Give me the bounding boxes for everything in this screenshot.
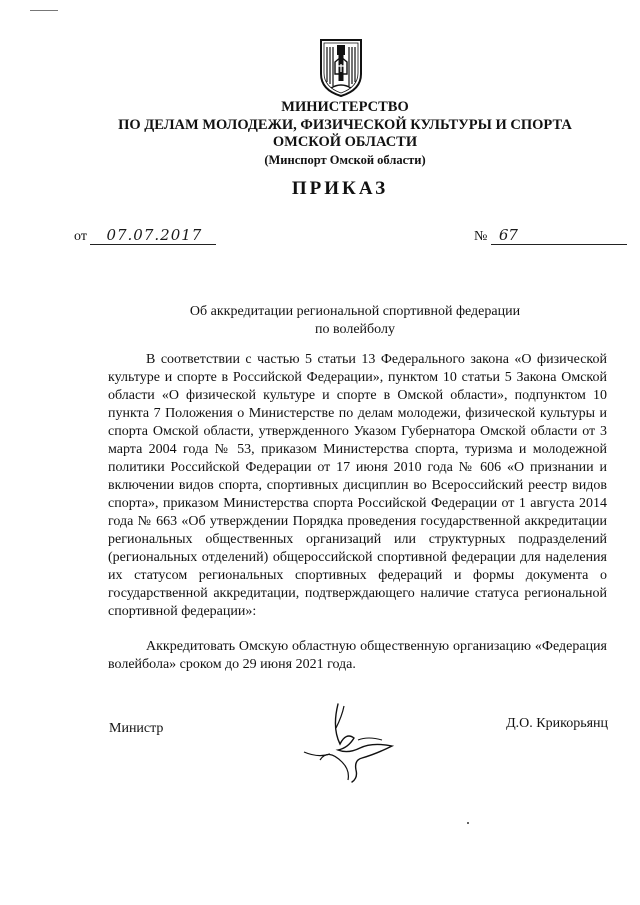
- ministry-abbreviation: (Минспорт Омской области): [264, 152, 426, 167]
- coat-of-arms-icon: [317, 38, 365, 98]
- order-subject: [170, 303, 540, 339]
- body-paragraph-decision: Аккредитовать Омскую областную общественную организацию «Федерация волейбола» сроком до 29 июня 2021 года.: [108, 639, 607, 672]
- ministry-header: [100, 99, 590, 169]
- order-body: [108, 351, 607, 674]
- subject-line-1: Об аккредитации региональной спортивной федерации: [189, 304, 521, 319]
- date-value: 07.07.2017: [90, 226, 216, 245]
- scan-mark: [30, 10, 58, 11]
- scan-speck: [467, 822, 469, 824]
- subject-line-2: по волейболу: [315, 322, 395, 337]
- signer-name: Д.О. Крикорьянц: [506, 716, 608, 731]
- date-label: от: [74, 229, 87, 244]
- signature-image: [298, 698, 398, 784]
- date-row: [74, 226, 216, 245]
- ministry-line-1: МИНИСТЕРСТВО: [281, 99, 409, 115]
- body-paragraph-basis: В соответствии с частью 5 статьи 13 Федерального закона «О физической культуре и спорте в Российской Федерации», пунктом 10 статьи 5 Закона Омской области «О физической культуре и спорте в Омской области», подпунктом 10 пункта 7 Положения о Министерстве по делам молодежи, физической культуры и спорта Омской области, утвержденного Указом Губернатора Омской области от 3 марта 2004 года № 53, приказом Министерства спорта, туризма и молодежной политики Российской Федерации от 17 июня 2010 года № 606 «О признании и включении видов спорта, спортивных дисциплин во Всероссийский реестр видов спорта», приказом Министерства спорта Российской Федерации от 1 августа 2014 года № 663 «Об утверждении Порядка проведения государственной аккредитации региональных общественных организаций или структурных подразделений (региональных отделений) общероссийской спортивной федерации для наделения их статусом региональных спортивных федераций и формы документа о государственной аккредитации, подтверждающего наличие статуса региональной спортивной федерации»:: [108, 352, 607, 619]
- number-row: [474, 226, 627, 245]
- signer-position: Министр: [109, 721, 164, 736]
- document-type-title: ПРИКАЗ: [291, 178, 389, 199]
- ministry-line-3: ОМСКОЙ ОБЛАСТИ: [272, 134, 418, 150]
- ministry-line-2: ПО ДЕЛАМ МОЛОДЕЖИ, ФИЗИЧЕСКОЙ КУЛЬТУРЫ И СПОРТА: [118, 116, 572, 133]
- number-label: №: [474, 229, 488, 244]
- number-value: 67: [491, 226, 627, 245]
